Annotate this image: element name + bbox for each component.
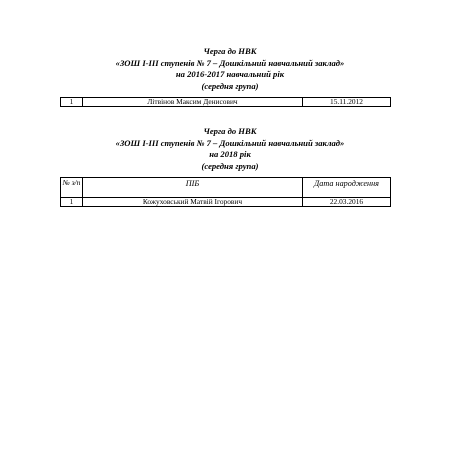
table-row <box>61 98 391 107</box>
row-birth-date-cell: 22.03.2016 <box>303 198 391 207</box>
heading-title: Черга до НВК <box>203 46 257 56</box>
row-name-cell: Літвінов Максим Денисович <box>83 98 303 107</box>
heading-group: (середня група) <box>201 160 259 171</box>
column-header-number: № з/п <box>61 178 83 198</box>
section-1-heading <box>60 46 400 92</box>
heading-year: на 2016-2017 навчальний рік <box>175 69 285 80</box>
row-number-cell: 1 <box>61 98 83 107</box>
section-1-table <box>60 97 391 107</box>
column-header-birth-date: Дата народження <box>303 178 391 198</box>
heading-title: Черга до НВК <box>203 126 257 136</box>
column-header-name: ПІБ <box>83 178 303 198</box>
heading-institution: «ЗОШ І-ІІІ ступенів № 7 – Дошкільний навчальний заклад» <box>115 57 345 68</box>
section-2-heading <box>60 126 400 172</box>
section-2-table <box>60 177 391 207</box>
row-number-cell: 1 <box>61 198 83 207</box>
table-header-row <box>61 178 391 198</box>
heading-institution: «ЗОШ І-ІІІ ступенів № 7 – Дошкільний навчальний заклад» <box>115 137 345 148</box>
heading-group: (середня група) <box>201 80 259 91</box>
heading-year: на 2018 рік <box>209 149 251 160</box>
row-name-cell: Кожуховський Матвій Ігорович <box>83 198 303 207</box>
row-birth-date-cell: 15.11.2012 <box>303 98 391 107</box>
table-row <box>61 198 391 207</box>
